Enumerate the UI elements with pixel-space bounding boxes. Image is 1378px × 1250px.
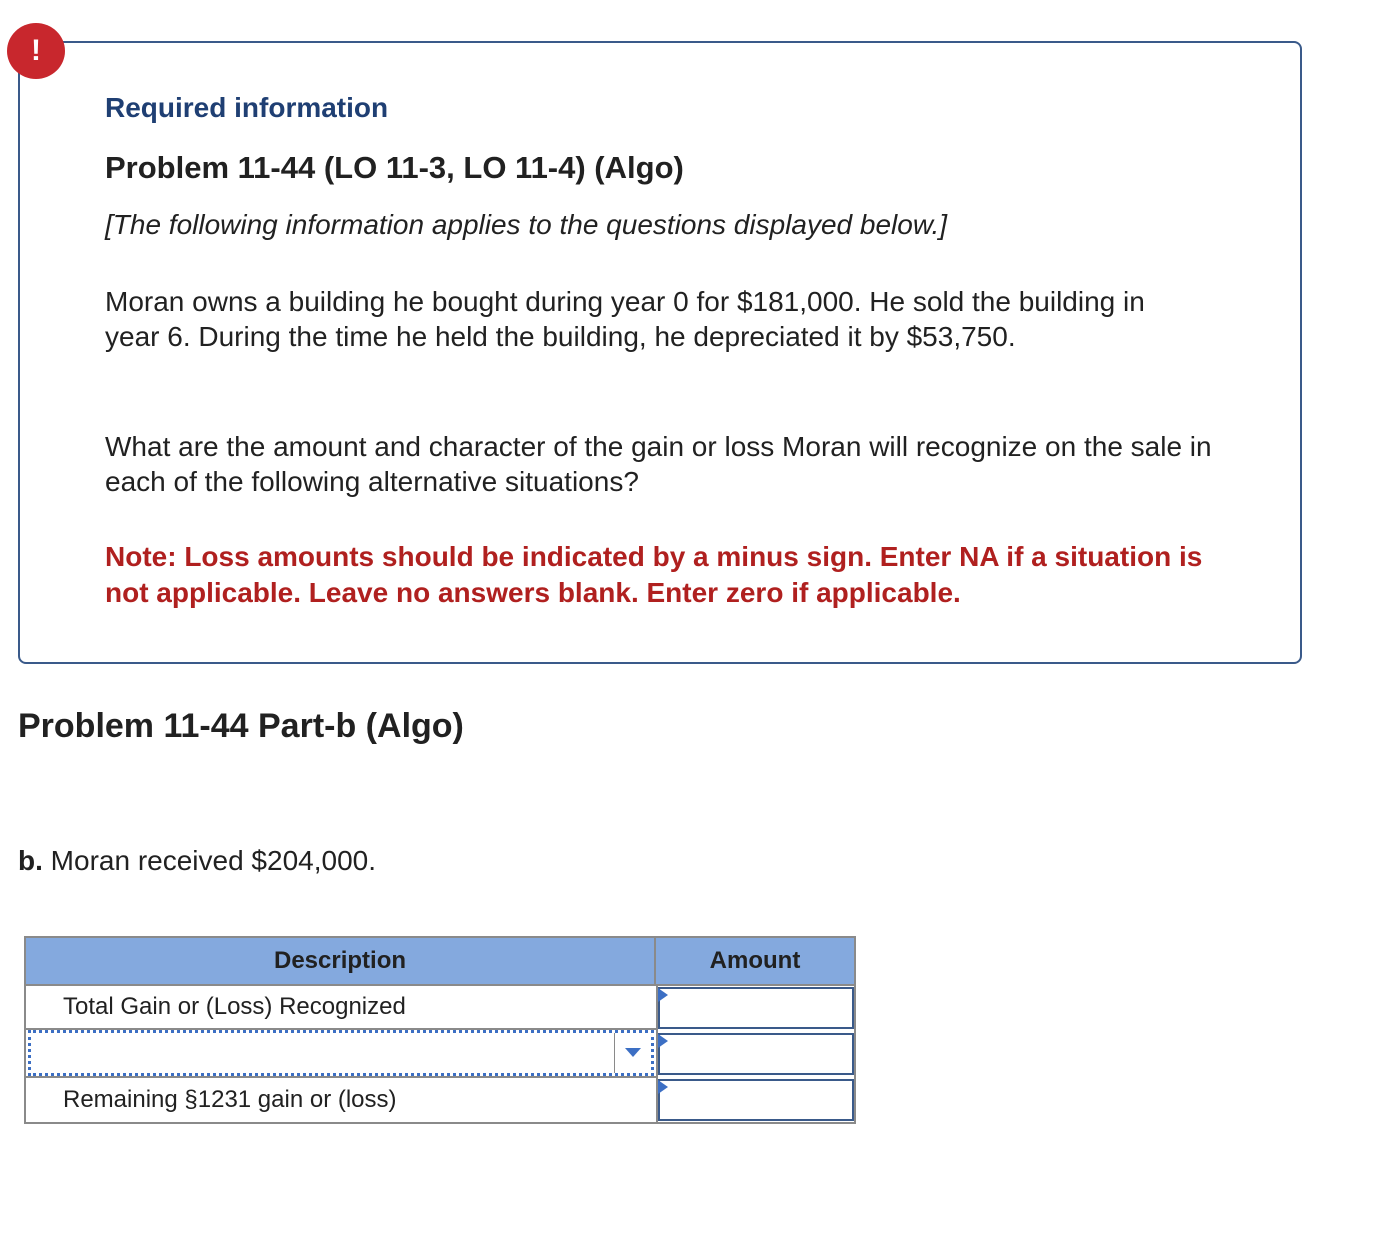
problem-paragraph-1: Moran owns a building he bought during year 0 for $181,000. He sold the building in year 6. During the time he held the building, he depreciated it by $53,750. [105,286,1145,352]
required-information-heading: Required information [105,92,389,123]
row-label-remaining-1231: Remaining §1231 gain or (loss) [63,1086,397,1113]
part-question-prefix: b. [18,845,43,876]
part-question [18,845,376,877]
dropdown-value[interactable] [31,1033,615,1073]
character-dropdown[interactable] [28,1030,654,1076]
problem-title: Problem 11-44 (LO 11-3, LO 11-4) (Algo) [105,150,684,185]
description-header: Description [26,938,656,986]
row-divider [26,1076,656,1078]
intro-note: [The following information applies to the questions displayed below.] [105,209,948,240]
input-flag-icon [658,1034,668,1048]
input-flag-icon [658,1080,668,1094]
problem-paragraph-2: What are the amount and character of the gain or loss Moran will recognize on the sale in each of the following alternative situations? [105,431,1212,497]
part-title: Problem 11-44 Part-b (Algo) [18,707,464,745]
row-label-total-gain: Total Gain or (Loss) Recognized [63,993,406,1020]
answer-table [24,936,856,1124]
instruction-note: Note: Loss amounts should be indicated by a minus sign. Enter NA if a situation is not applicable. Leave no answers blank. Enter zero if applicable. [105,541,1203,608]
input-flag-icon [658,988,668,1002]
amount-input-character[interactable] [658,1033,854,1075]
amount-input-remaining-1231[interactable] [658,1079,854,1121]
amount-input-total-gain[interactable] [658,987,854,1029]
part-question-text: Moran received $204,000. [42,845,376,876]
chevron-down-icon[interactable] [625,1048,641,1057]
exclamation-icon: ! [7,23,65,79]
amount-header: Amount [656,938,854,986]
